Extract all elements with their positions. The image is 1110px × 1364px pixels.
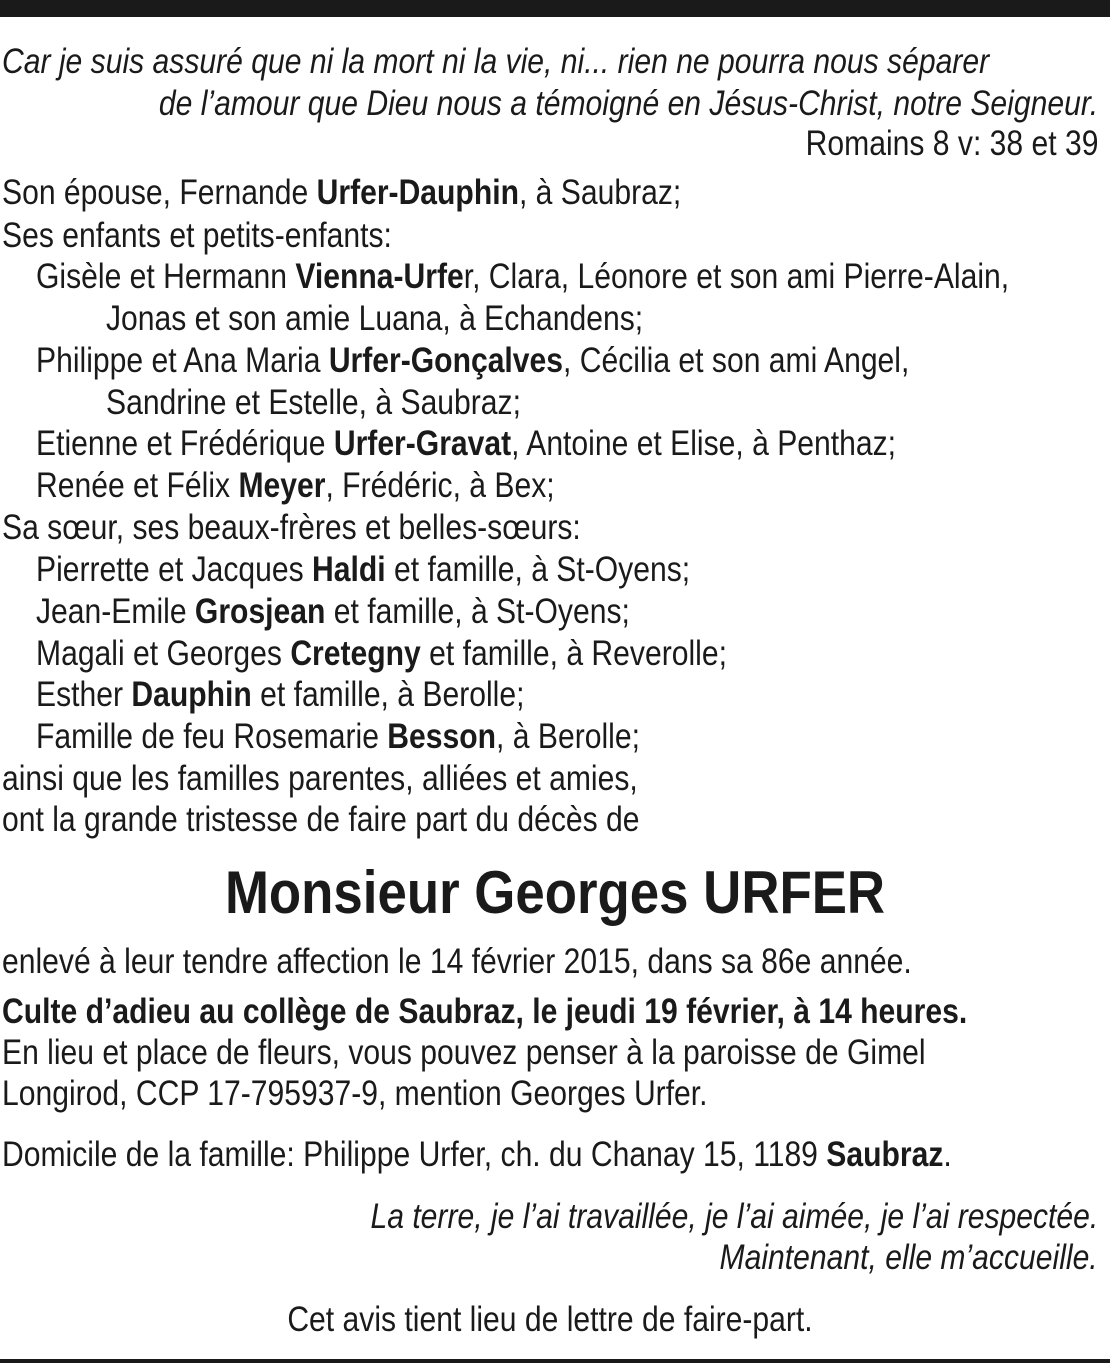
- verse-line-2: de l’amour que Dieu nous a témoigné en Jésus-Christ, notre Seigneur.: [158, 84, 1098, 123]
- sibling-3-name: Cretegny: [290, 634, 421, 673]
- sibling-1-line: Pierrette et Jacques Haldi et famille, à St-Oyens;: [36, 550, 691, 589]
- sibling-1-name: Haldi: [312, 550, 386, 589]
- closing-quote-line-1: La terre, je l’ai travaillée, je l’ai aimée, je l’ai respectée.: [370, 1197, 1098, 1236]
- sibling-5-line: Famille de feu Rosemarie Besson, à Berolle;: [36, 717, 640, 756]
- domicile-line: Domicile de la famille: Philippe Urfer, ch. du Chanay 15, 1189 Saubraz.: [2, 1135, 952, 1174]
- death-line: enlevé à leur tendre affection le 14 février 2015, dans sa 86e année.: [2, 942, 912, 981]
- closing-line-2: ont la grande tristesse de faire part du décès de: [2, 800, 640, 839]
- service-line: Culte d’adieu au collège de Saubraz, le jeudi 19 février, à 14 heures.: [2, 992, 968, 1031]
- child-2-name: Urfer-Gonçalves: [328, 341, 564, 380]
- sibling-2-name: Grosjean: [194, 592, 326, 631]
- sibling-4-name: Dauphin: [131, 675, 252, 714]
- siblings-heading: Sa sœur, ses beaux-frères et belles-sœurs:: [2, 508, 581, 547]
- child-2-line: Philippe et Ana Maria Urfer-Gonçalves, Cécilia et son ami Angel,: [36, 341, 910, 380]
- donations-line-2: Longirod, CCP 17-795937-9, mention Georges Urfer.: [2, 1074, 708, 1113]
- children-heading: Ses enfants et petits-enfants:: [2, 216, 392, 255]
- closing-quote-line-2: Maintenant, elle m’accueille.: [719, 1238, 1098, 1277]
- top-rule: [0, 0, 1110, 17]
- verse-line-1: Car je suis assuré que ni la mort ni la vie, ni... rien ne pourra nous séparer: [2, 42, 990, 81]
- domicile-place: Saubraz: [826, 1135, 944, 1174]
- sibling-2-line: Jean-Emile Grosjean et famille, à St-Oyens;: [36, 592, 630, 631]
- child-4-line: Renée et Félix Meyer, Frédéric, à Bex;: [36, 466, 555, 505]
- sibling-5-name: Besson: [387, 717, 497, 756]
- child-1-line: Gisèle et Hermann Vienna-Urfer, Clara, Léonore et son ami Pierre-Alain,: [36, 257, 1010, 296]
- verse-reference: Romains 8 v: 38 et 39: [805, 124, 1098, 163]
- child-4-name: Meyer: [238, 466, 326, 505]
- child-3-name: Urfer-Gravat: [333, 424, 512, 463]
- deceased-name: Monsieur Georges URFER: [224, 859, 886, 926]
- sibling-3-line: Magali et Georges Cretegny et famille, à Reverolle;: [36, 634, 727, 673]
- child-1-name: Vienna-Urfe: [295, 257, 464, 296]
- child-2-continuation: Sandrine et Estelle, à Saubraz;: [106, 383, 521, 422]
- sibling-4-line: Esther Dauphin et famille, à Berolle;: [36, 675, 525, 714]
- child-3-line: Etienne et Frédérique Urfer-Gravat, Antoine et Elise, à Penthaz;: [36, 424, 897, 463]
- donations-line-1: En lieu et place de fleurs, vous pouvez penser à la paroisse de Gimel: [2, 1033, 926, 1072]
- notice-line: Cet avis tient lieu de lettre de faire-part.: [287, 1300, 813, 1339]
- spouse-name: Urfer-Dauphin: [316, 173, 519, 212]
- closing-line-1: ainsi que les familles parentes, alliées et amies,: [2, 759, 638, 798]
- spouse-line: Son épouse, Fernande Urfer-Dauphin, à Saubraz;: [2, 173, 682, 212]
- bottom-rule: [0, 1359, 1110, 1363]
- child-1-continuation: Jonas et son amie Luana, à Echandens;: [106, 299, 644, 338]
